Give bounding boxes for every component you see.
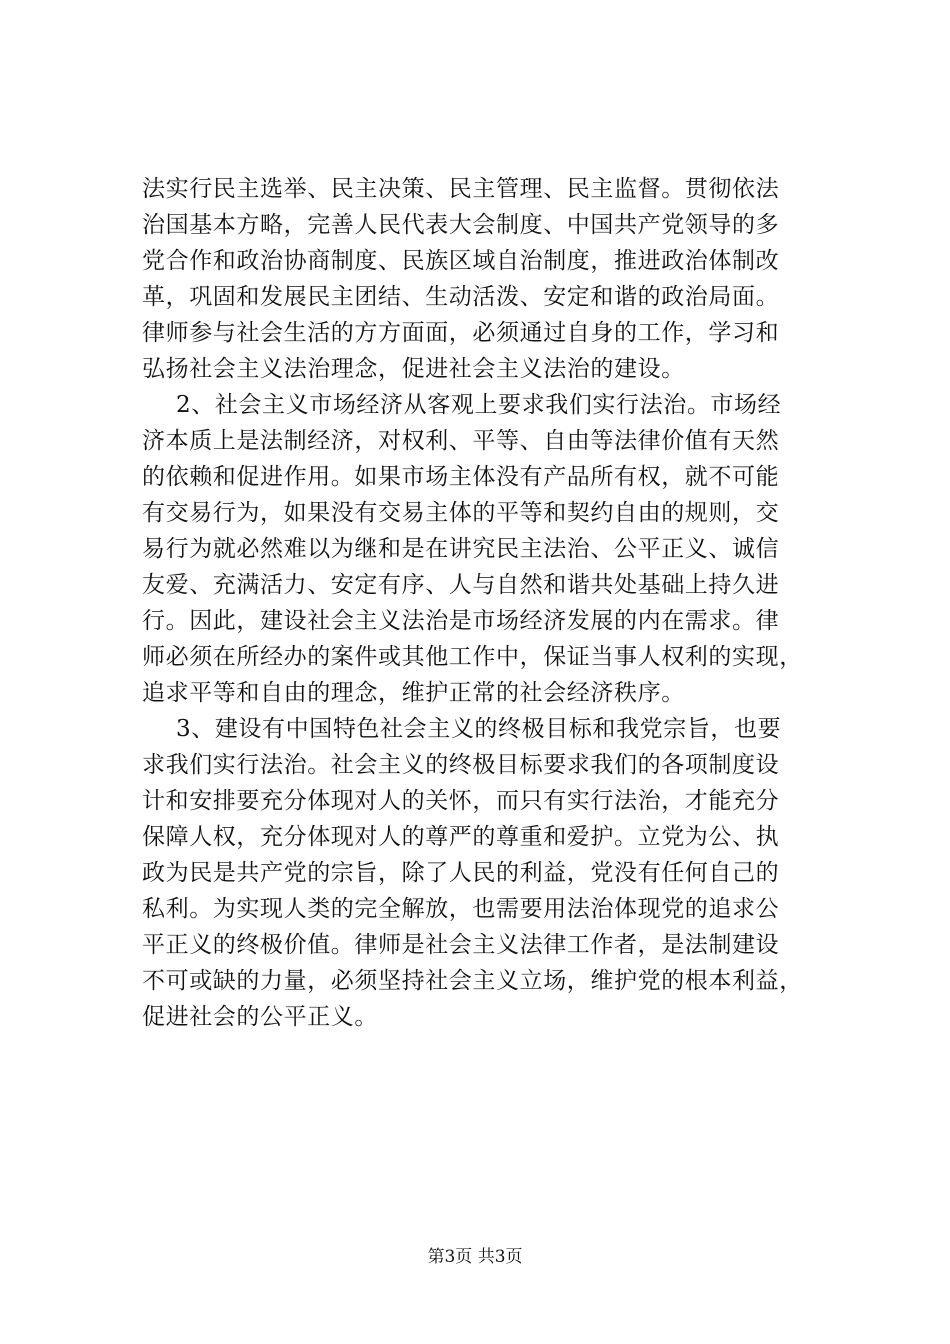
- text-line: 革，巩固和发展民主团结、生动活泼、安定和谐的政治局面。: [142, 284, 780, 310]
- page-number-footer: 第3页 共3页: [427, 1247, 523, 1267]
- text-line: 促进社会的公平正义。: [142, 1004, 378, 1030]
- text-line: 保障人权，充分体现对人的尊严的尊重和爱护。立党为公、执: [142, 824, 780, 850]
- text-line: 求我们实行法治。社会主义的终极目标要求我们的各项制度设: [142, 752, 780, 778]
- text-line: 私利。为实现人类的完全解放，也需要用法治体现党的追求公: [142, 896, 780, 922]
- text-line: 的依赖和促进作用。如果市场主体没有产品所有权，就不可能: [142, 464, 780, 490]
- text-line: 有交易行为，如果没有交易主体的平等和契约自由的规则，交: [142, 500, 780, 526]
- text-line: 政为民是共产党的宗旨，除了人民的利益，党没有任何自己的: [142, 860, 780, 886]
- text-line: 治国基本方略，完善人民代表大会制度、中国共产党领导的多: [142, 212, 780, 238]
- text-line: 不可或缺的力量，必须坚持社会主义立场，维护党的根本利益，: [142, 968, 803, 994]
- text-line: 师必须在所经办的案件或其他工作中，保证当事人权利的实现，: [142, 644, 803, 670]
- text-line: 党合作和政治协商制度、民族区域自治制度，推进政治体制改: [142, 248, 780, 274]
- text-line: 平正义的终极价值。律师是社会主义法律工作者，是法制建设: [142, 932, 780, 958]
- text-line: 追求平等和自由的理念，维护正常的社会经济秩序。: [142, 680, 685, 706]
- text-line: 弘扬社会主义法治理念，促进社会主义法治的建设。: [142, 356, 685, 382]
- body-text: [142, 171, 832, 1035]
- text-line: 易行为就必然难以为继和是在讲究民主法治、公平正义、诚信: [142, 536, 780, 562]
- text-line: 友爱、充满活力、安定有序、人与自然和谐共处基础上持久进: [142, 572, 780, 598]
- paragraph-3-first-line: 3、建设有中国特色社会主义的终极目标和我党宗旨，也要: [176, 716, 782, 742]
- text-line: 计和安排要充分体现对人的关怀，而只有实行法治，才能充分: [142, 788, 780, 814]
- text-line: 行。因此，建设社会主义法治是市场经济发展的内在需求。律: [142, 608, 780, 634]
- text-line: 律师参与社会生活的方方面面，必须通过自身的工作，学习和: [142, 320, 780, 346]
- text-line: 济本质上是法制经济，对权利、平等、自由等法律价值有天然: [142, 428, 780, 454]
- text-line: 法实行民主选举、民主决策、民主管理、民主监督。贯彻依法: [142, 176, 780, 202]
- paragraph-2-first-line: 2、社会主义市场经济从客观上要求我们实行法治。市场经: [176, 392, 782, 418]
